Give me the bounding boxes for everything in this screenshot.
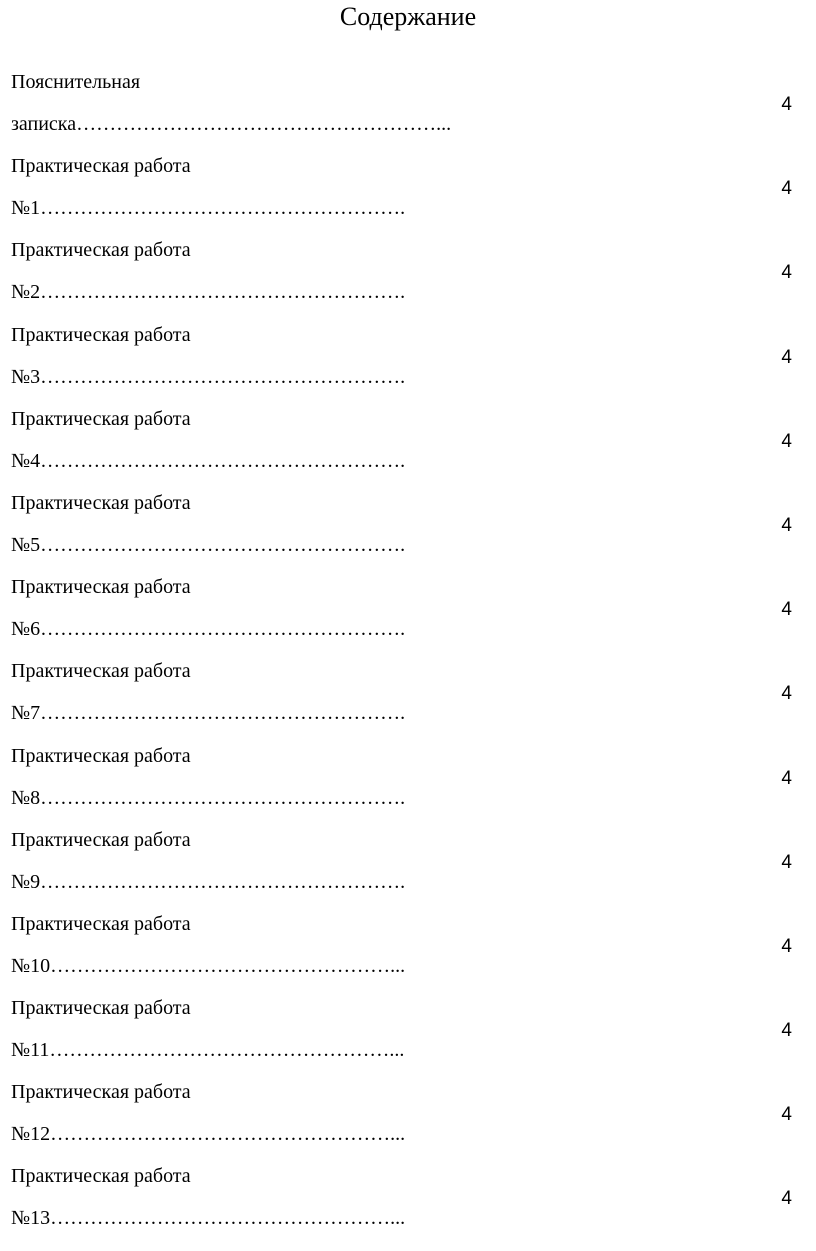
toc-entry-title: Практическая работа [11, 997, 191, 1020]
toc-entry-title: Практическая работа [11, 828, 191, 851]
page-title: Содержание [339, 2, 477, 31]
toc-entry-title: Практическая работа [11, 155, 191, 178]
toc-entry-title: Практическая работа [11, 576, 191, 599]
toc-entry-page-number: 4 [781, 178, 792, 200]
toc-entry-page-number: 4 [781, 767, 792, 789]
toc-entry-practical-work-11[interactable] [11, 993, 801, 1077]
toc-entry-page-number: 4 [781, 430, 792, 452]
toc-entry-page-number: 4 [781, 94, 792, 115]
toc-entry-title: Практическая работа [11, 1165, 191, 1188]
toc-entry-leader: №12……………………………………………... [11, 1123, 406, 1146]
toc-entry-page-number: 4 [781, 1104, 792, 1126]
toc-entry-leader: №10……………………………………………... [11, 954, 406, 977]
toc-entry-page-number: 4 [781, 1188, 792, 1210]
toc-entry-practical-work-6[interactable] [11, 572, 801, 656]
toc-entry-page-number: 4 [781, 1020, 792, 1042]
toc-entry-practical-work-12[interactable] [11, 1077, 801, 1161]
toc-entry-leader: №6………………………………………………. [11, 618, 406, 641]
toc-entry-leader: №7………………………………………………. [11, 702, 406, 725]
toc-entry-page-number: 4 [781, 262, 792, 284]
toc-entry-page-number: 4 [781, 851, 792, 873]
toc-entry-page-number: 4 [781, 935, 792, 957]
toc-entry-title: Практическая работа [11, 660, 191, 683]
toc-entry-practical-work-1[interactable] [11, 151, 801, 235]
toc-entry-leader: №2………………………………………………. [11, 281, 406, 304]
toc-entry-page-number: 4 [781, 514, 792, 536]
toc-entry-practical-work-2[interactable] [11, 235, 801, 319]
toc-entry-page-number: 4 [781, 346, 792, 368]
toc-entry-practical-work-9[interactable] [11, 825, 801, 909]
toc-entry-leader: №8………………………………………………. [11, 786, 406, 809]
toc-entry-explanatory-note[interactable] [11, 67, 801, 151]
toc-entry-title: Практическая работа [11, 239, 191, 262]
toc-entry-title: Практическая работа [11, 323, 191, 346]
toc-entry-title: Практическая работа [11, 407, 191, 430]
toc-entry-practical-work-5[interactable] [11, 488, 801, 572]
toc-entry-leader: №3………………………………………………. [11, 365, 406, 388]
toc-entry-title: Практическая работа [11, 491, 191, 514]
toc-entry-title: Практическая работа [11, 1081, 191, 1104]
toc-entry-practical-work-8[interactable] [11, 741, 801, 825]
toc-entry-leader: №9………………………………………………. [11, 870, 406, 893]
toc-entry-practical-work-10[interactable] [11, 909, 801, 993]
toc-entry-practical-work-3[interactable] [11, 320, 801, 404]
toc-entry-leader: №1………………………………………………. [11, 197, 406, 220]
toc-entry-leader: записка………………………………………………... [11, 113, 452, 135]
toc-entry-title: Пояснительная [11, 71, 141, 93]
toc-entry-leader: №4………………………………………………. [11, 449, 406, 472]
toc-entry-practical-work-13[interactable] [11, 1161, 801, 1245]
toc-entry-page-number: 4 [781, 683, 792, 705]
toc-entry-leader: №5………………………………………………. [11, 533, 406, 556]
toc-entry-practical-work-4[interactable] [11, 404, 801, 488]
table-of-contents [11, 67, 801, 1246]
toc-entry-title: Практическая работа [11, 912, 191, 935]
toc-entry-leader: №11……………………………………………... [11, 1039, 405, 1062]
toc-entry-title: Практическая работа [11, 744, 191, 767]
toc-entry-practical-work-7[interactable] [11, 656, 801, 740]
toc-entry-page-number: 4 [781, 599, 792, 621]
toc-entry-leader: №13……………………………………………... [11, 1207, 406, 1230]
